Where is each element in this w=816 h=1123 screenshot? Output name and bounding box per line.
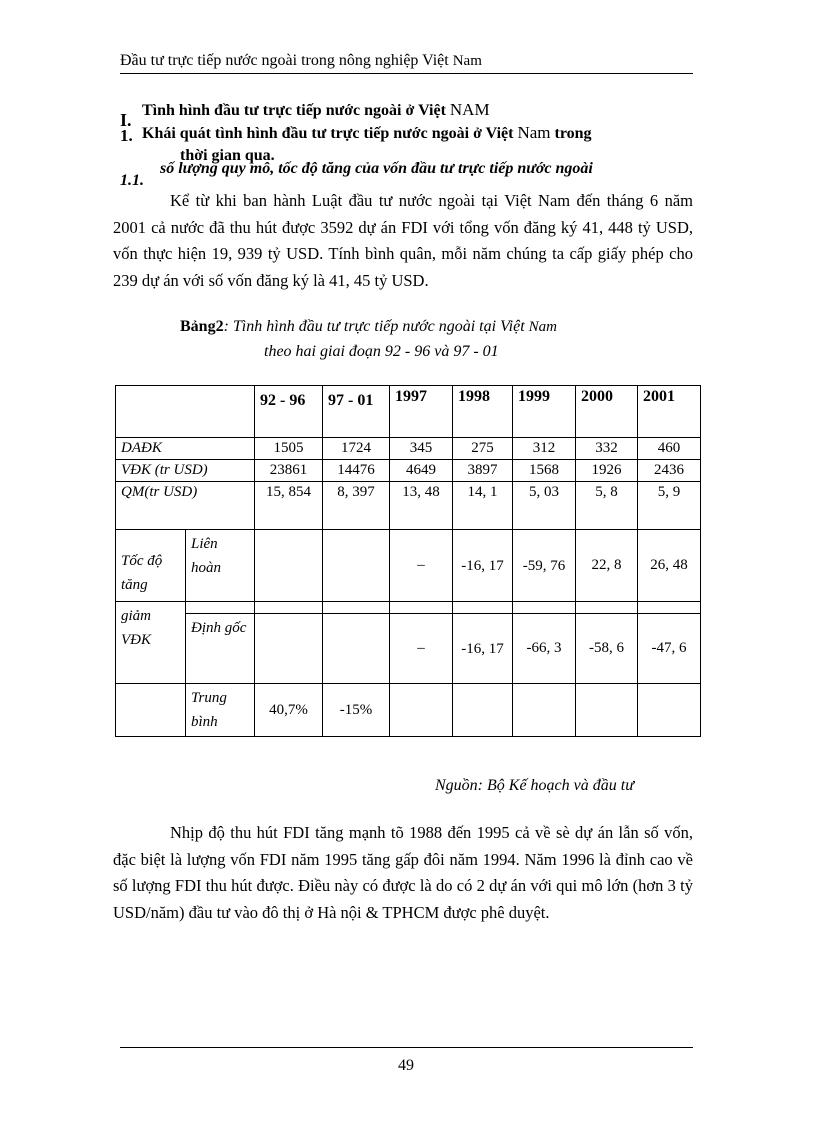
table-cell: – (390, 614, 453, 684)
table-header-cell: 97 - 01 (323, 386, 390, 438)
table-cell: 5, 8 (576, 482, 638, 530)
table-row-trung-binh (116, 684, 701, 737)
table-cell: 2436 (638, 460, 701, 482)
table-cell: 5, 03 (513, 482, 576, 530)
table-cell: -16, 17 (453, 530, 513, 602)
table-header-cell: 92 - 96 (255, 386, 323, 438)
table-cell (453, 684, 513, 737)
table-cell (323, 614, 390, 684)
fdi-table (115, 385, 701, 737)
table-cell (390, 684, 453, 737)
table-cell (323, 530, 390, 602)
table-cell: 8, 397 (323, 482, 390, 530)
table-cell: 13, 48 (390, 482, 453, 530)
row-sublabel: Liên hoàn (186, 530, 255, 602)
table-cell: 3897 (453, 460, 513, 482)
table-cell (255, 614, 323, 684)
section-title-line2: thời gian qua. (180, 147, 275, 164)
table-header-cell: 1998 (453, 386, 513, 438)
table-row-vdk (116, 460, 701, 482)
table-row-lien-hoan (116, 530, 701, 602)
table-cell: -15% (323, 684, 390, 737)
row-group-label: Tốc độ tăng (116, 530, 186, 602)
table-cell: 22, 8 (576, 530, 638, 602)
table-cell: 23861 (255, 460, 323, 482)
table-cell: 1926 (576, 460, 638, 482)
table-cell: 1568 (513, 460, 576, 482)
header-rule (120, 73, 693, 74)
table-caption-tail: Nam (528, 319, 557, 335)
section-title: Khái quát tình hình đầu tư trực tiếp nước ngoài ở Việt (142, 125, 514, 142)
table-cell (513, 684, 576, 737)
row-group-label: giảm VĐK (116, 602, 186, 684)
header-title-tail: Nam (452, 53, 482, 69)
table-caption-line2: theo hai giai đoạn 92 - 96 và 97 - 01 (264, 343, 499, 360)
table-header-cell: 1999 (513, 386, 576, 438)
page-number: 49 (398, 1057, 414, 1074)
table-header-cell: 2000 (576, 386, 638, 438)
running-header (120, 52, 692, 70)
table-cell: 312 (513, 438, 576, 460)
section-number: 1. (120, 126, 133, 145)
table-cell: 4649 (390, 460, 453, 482)
paragraph-text: Nhịp độ thu hút FDI tăng mạnh tõ 1988 đến 1995 cả về sè dự án lẫn số vốn, đặc biệt là lượng vốn FDI năm 1995 tăng gấp đôi năm 1994. Năm 1996 là đỉnh cao về số lượng FDI thu hút được. Điều này có được là do có 2 dự án với qui mô lớn (hơn 3 tỷ USD/năm) đầu tư vào đô thị ở Hà nội & TPHCM được phê duyệt. (113, 823, 693, 922)
table-cell (576, 684, 638, 737)
table-label: Bảng2 (180, 318, 224, 335)
table-row-spacer (116, 602, 701, 614)
table-cell: -58, 6 (576, 614, 638, 684)
table-cell: -16, 17 (453, 614, 513, 684)
table-row-qm (116, 482, 701, 530)
table-cell: 1724 (323, 438, 390, 460)
table-cell: 26, 48 (638, 530, 701, 602)
section-number: I. (120, 110, 132, 130)
table-row-dinh-goc (116, 614, 701, 684)
table-cell: 332 (576, 438, 638, 460)
row-label: VĐK (tr USD) (116, 460, 255, 482)
table-cell: 345 (390, 438, 453, 460)
row-label: QM(tr USD) (116, 482, 255, 530)
table-header-row (116, 386, 701, 438)
table-header-cell: 2001 (638, 386, 701, 438)
table-cell: 14, 1 (453, 482, 513, 530)
table-cell: 1505 (255, 438, 323, 460)
table-cell: 15, 854 (255, 482, 323, 530)
table-cell: 275 (453, 438, 513, 460)
table-cell: -47, 6 (638, 614, 701, 684)
table-cell: – (390, 530, 453, 602)
table-cell: 14476 (323, 460, 390, 482)
table-caption-text: : Tình hình đầu tư trực tiếp nước ngoài tại Việt (223, 318, 525, 335)
table-cell: 40,7% (255, 684, 323, 737)
table-cell: 5, 9 (638, 482, 701, 530)
section-title-rest: trong (554, 125, 592, 142)
table-cell: 460 (638, 438, 701, 460)
table-corner-cell (116, 386, 255, 438)
table-cell (255, 530, 323, 602)
section-number: 1.1. (120, 172, 144, 189)
paragraph-text: Kể từ khi ban hành Luật đầu tư nước ngoài tại Việt Nam đến tháng 6 năm 2001 cả nước đã thu hút được 3592 dự án FDI với tổng vốn đăng ký 41, 448 tỷ USD, vốn thực hiện 19, 939 tỷ USD. Tính bình quân, mỗi năm chúng ta cấp giấy phép cho 239 dự án với số vốn đăng ký là 41, 45 tỷ USD. (113, 191, 693, 290)
paragraph-2 (113, 820, 693, 926)
section-title-tail: Nam (517, 123, 551, 142)
table-cell: -66, 3 (513, 614, 576, 684)
section-title: số lượng quy mô, tốc độ tăng của vốn đầu tư trực tiếp nước ngoài (160, 160, 593, 177)
table-cell: -59, 76 (513, 530, 576, 602)
table-caption (180, 318, 557, 336)
row-label: DAĐK (116, 438, 255, 460)
section-title: Tình hình đầu tư trực tiếp nước ngoài ở Việt (142, 102, 446, 119)
table-cell (638, 684, 701, 737)
section-title-tail: NAM (449, 100, 490, 119)
footer-rule (120, 1047, 693, 1048)
table-header-cell: 1997 (390, 386, 453, 438)
table-row-daedk (116, 438, 701, 460)
row-sublabel: Định gốc (186, 614, 255, 684)
paragraph-1 (113, 188, 693, 294)
header-title: Đầu tư trực tiếp nước ngoài trong nông nghiệp Việt (120, 52, 449, 69)
row-sublabel: Trung bình (186, 684, 255, 737)
table-source: Nguồn: Bộ Kế hoạch và đầu tư (435, 777, 634, 794)
